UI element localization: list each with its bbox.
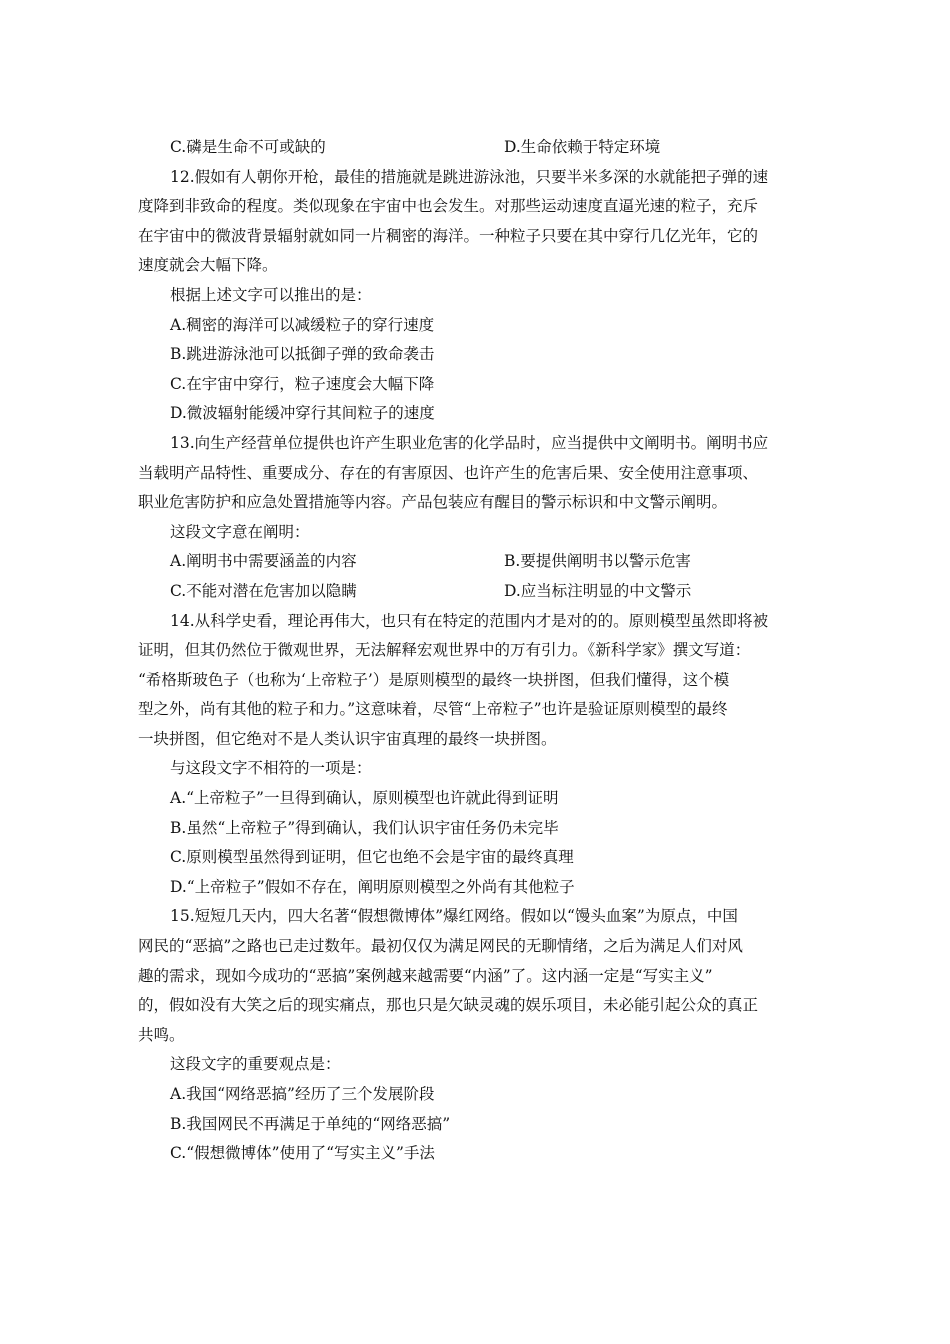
- question-text-line: 趣的需求，现如今成功的“恶搞”案例越来越需要“内涵”了。这内涵一定是“写实主义”: [138, 966, 713, 985]
- option-c: C.磷是生命不可或缺的: [170, 138, 326, 156]
- option-b: B.虽然“上帝粒子”得到确认，我们认识宇宙任务仍未完毕: [170, 818, 559, 837]
- question-text-line: 共鸣。: [138, 1025, 185, 1044]
- question-prompt: 这段文字的重要观点是：: [170, 1055, 341, 1074]
- option-c: C.原则模型虽然得到证明，但它也绝不会是宇宙的最终真理: [170, 848, 574, 867]
- option-d: D.应当标注明显的中文警示: [504, 581, 692, 600]
- question-text-line: 14.从科学史看，理论再伟大，也只有在特定的范围内才是对的的。原则模型虽然即将被: [170, 611, 769, 630]
- option-d: D.生命依赖于特定环境: [504, 138, 661, 156]
- question-text-line: 的，假如没有大笑之后的现实痛点，那也只是欠缺灵魂的娱乐项目，未必能引起公众的真正: [138, 996, 759, 1015]
- question-prompt: 与这段文字不相符的一项是：: [170, 759, 372, 778]
- option-b: B.要提供阐明书以警示危害: [504, 552, 691, 571]
- option-c: C.在宇宙中穿行，粒子速度会大幅下降: [170, 374, 435, 393]
- question-text-line: 证明，但其仍然位于微观世界，无法解释宏观世界中的万有引力。《新科学家》撰文写道：: [138, 641, 751, 660]
- option-b: B.跳进游泳池可以抵御子弹的致命袭击: [170, 345, 435, 364]
- option-a: A.我国“网络恶搞”经历了三个发展阶段: [170, 1085, 435, 1103]
- question-text-line: 一块拼图，但它绝对不是人类认识宇宙真理的最终一块拼图。: [138, 729, 557, 748]
- options-row: [138, 577, 814, 607]
- question-text-line: 15.短短几天内，四大名著“假想微博体”爆红网络。假如以“馒头血案”为原点，中国: [170, 907, 738, 926]
- question-text-line: 型之外，尚有其他的粒子和力。”这意味着，尽管“上帝粒子”也许是验证原则模型的最终: [138, 700, 728, 719]
- question-text-line: 在宇宙中的微波背景辐射就如同一片稠密的海洋。一种粒子只要在其中穿行几亿光年，它的: [138, 226, 759, 245]
- question-text-line: 速度就会大幅下降。: [138, 256, 278, 275]
- option-d: D.微波辐射能缓冲穿行其间粒子的速度: [170, 404, 435, 423]
- question-12: [138, 163, 814, 429]
- question-text-line: 当载明产品特性、重要成分、存在的有害原因、也许产生的危害后果、安全使用注意事项、: [138, 463, 759, 482]
- question-text-line: 13.向生产经营单位提供也许产生职业危害的化学品时，应当提供中文阐明书。阐明书应: [170, 433, 769, 452]
- option-a: A.阐明书中需要涵盖的内容: [170, 552, 357, 571]
- question-text-line: 网民的“恶搞”之路也已走过数年。最初仅仅为满足网民的无聊情绪，之后为满足人们对风: [138, 937, 743, 956]
- previous-options-row: [138, 133, 814, 163]
- option-a: A.稠密的海洋可以减缓粒子的穿行速度: [170, 315, 435, 334]
- question-text-line: 12.假如有人朝你开枪，最佳的措施就是跳进游泳池，只要半米多深的水就能把子弹的速: [170, 167, 769, 186]
- option-c: C.“假想微博体”使用了“写实主义”手法: [170, 1144, 435, 1163]
- question-text-line: 度降到非致命的程度。类似现象在宇宙中也会发生。对那些运动速度直逼光速的粒子，充斥: [138, 197, 759, 216]
- question-text-line: “希格斯玻色子（也称为‘上帝粒子’）是原则模型的最终一块拼图，但我们懂得，这个模: [138, 670, 730, 689]
- option-d: D.“上帝粒子”假如不存在，阐明原则模型之外尚有其他粒子: [170, 877, 575, 896]
- question-text-line: 职业危害防护和应急处置措施等内容。产品包装应有醒目的警示标识和中文警示阐明。: [138, 493, 728, 512]
- question-13: [138, 429, 814, 607]
- option-a: A.“上帝粒子”一旦得到确认，原则模型也许就此得到证明: [170, 789, 559, 808]
- option-b: B.我国网民不再满足于单纯的“网络恶搞”: [170, 1114, 451, 1133]
- question-prompt: 根据上述文字可以推出的是：: [170, 285, 372, 304]
- options-row: [138, 547, 814, 577]
- question-prompt: 这段文字意在阐明：: [170, 522, 310, 541]
- question-15: [138, 902, 814, 1168]
- question-14: [138, 607, 814, 903]
- document-page: [138, 133, 814, 1169]
- option-c: C.不能对潜在危害加以隐瞒: [170, 581, 357, 600]
